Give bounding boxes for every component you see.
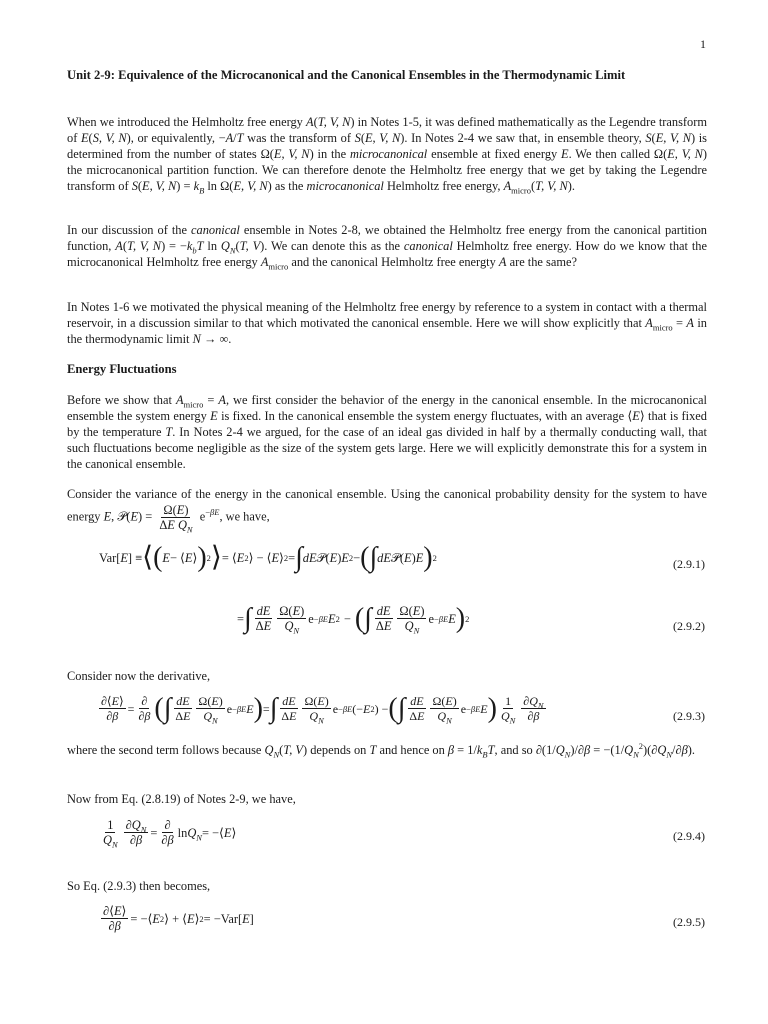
page-number: 1 bbox=[700, 37, 706, 51]
document-title: Unit 2-9: Equivalence of the Microcanonical and the Canonical Ensembles in the Thermodynamic Limit bbox=[67, 68, 626, 82]
equation-2-9-3: $\frac{\partial⟨E⟩}{\partial\beta}$ = $\frac{\partial}{\partial\beta}$ ( ∫ $\frac{dE}{\Delta E}$ $\frac{\Omega(E)}{Q_N}$ e −βE E ) = ∫ $\frac{dE}{\Delta E}$ $\frac{\Omega(E)}{Q_N}$ e −βE (− E 2 ) − ( ∫ $\frac{dE}{\Delta E}$ $\frac{\Omega(E)}{Q_N}$ e −βE E ) $\frac{1}{Q_N}$ $\frac{\partial Q_N}{\partial\beta}$ (2.9.3) bbox=[101, 692, 705, 726]
paragraph-so-eq: So Eq. (2.9.3) then becomes, bbox=[67, 879, 211, 893]
equation-number: (2.9.1) bbox=[673, 557, 705, 571]
paragraph-now-from: Now from Eq. (2.8.19) of Notes 2-9, we have, bbox=[67, 792, 296, 806]
equation-2-9-4: $\frac{1}{Q_N}$ $\frac{\partial Q_N}{\partial\beta}$ = $\frac{\partial}{\partial\beta}$ ln $Q_N$ = −⟨ E ⟩ (2.9.4) bbox=[103, 818, 705, 850]
paragraph-variance: Consider the variance of the energy in the canonical ensemble. Using the canonical probability density for the system to have energy E, 𝒫(E) = $\frac{\Omega(E)}{\Delta E Q_N}$ $e^{-\beta E}$, we have, bbox=[67, 487, 707, 535]
paragraph-fluctuations: Before we show that $A_{micro} = A$, we first consider the behavior of the energy in the canonical ensemble. In the microcanonical ensemble the system energy E is fixed. In the canonical ensemble the system energy fluctuates, with an average ⟨E⟩ that is fixed by the temperature T. In Notes 2-4 we argued, for the case of an ideal gas divided in half by a thermally conducting wall, that such fluctuations become negligible as the size of the system gets large. Here we will explicitly demonstrate this for a system in the canonical ensemble. bbox=[67, 393, 707, 471]
section-heading: Energy Fluctuations bbox=[67, 362, 177, 376]
paragraph-intro: When we introduced the Helmholtz free energy A(T, V, N) in Notes 1-5, it was defined mathematically as the Legendre transform of E(S, V, N), or equivalently, −A/T was the transform of S(E, V, N). In Notes 2-4 we saw that, in ensemble theory, S(E, V, N) is determined from the number of states Ω(E, V, N) in the microcanonical ensemble at fixed energy E. We then called Ω(E, V, N) the microcanonical partition function. We can therefore denote the Helmholtz free energy that we get by taking the Legendre transform of S(E, V, $N) = k_B$ ln Ω(E, V, N) as the microcanonical Helmholtz free energy, $A_{micro}(T$, V, N). bbox=[67, 115, 707, 196]
equation-2-9-2: = ∫ $\frac{dE}{\Delta E}$ $\frac{\Omega(E)}{Q_N}$ e −βE E 2 − ( ∫ $\frac{dE}{\Delta E}$ $\frac{\Omega(E)}{Q_N}$ e −βE E ) 2 (2.9.2) bbox=[237, 602, 705, 636]
paragraph-derivative: Consider now the derivative, bbox=[67, 669, 211, 683]
equation-number: (2.9.3) bbox=[673, 709, 705, 723]
equation-number: (2.9.4) bbox=[673, 829, 705, 843]
equation-2-9-5: $\frac{\partial⟨E⟩}{\partial\beta}$ = −⟨ E 2 ⟩ + ⟨ E ⟩ 2 = −Var[ E ] (2.9.5) bbox=[103, 904, 705, 933]
paragraph-second-term: where the second term follows because $Q_N(T$, V) depends on T and hence on $\beta = 1/k_BT$, and so $\partial(1/Q_N)/\partial\beta = -(1/Q_N^2)(\partial Q_N/\partial\beta)$. bbox=[67, 740, 696, 760]
paragraph-canonical: In our discussion of the canonical ensemble in Notes 2-8, we obtained the Helmholtz free energy from the canonical partition function, A(T, V, $N) = -k_bT$ $\ln Q_N(T$, V). We can denote this as the canonical Helmholtz free energy. How do we know that the microcanonical Helmholtz free energy $A_{micro}$ and the canonical Helmholtz free energty A are the same? bbox=[67, 223, 707, 272]
equation-number: (2.9.5) bbox=[673, 915, 705, 929]
equation-2-9-1: Var[ E ] ≡ ⟨ ( E − ⟨ E ⟩ ) 2 ⟩ = ⟨ E 2 ⟩ − ⟨ E ⟩ 2 = ∫ dE 𝒫( E ) E 2 − ( ∫ dE 𝒫( E ) E ) 2 (2.9.1) bbox=[99, 542, 705, 573]
paragraph-motivation: In Notes 1-6 we motivated the physical meaning of the Helmholtz free energy by reference to a system in contact with a thermal reservoir, in a discussion similar to that which motivated the canonical ensemble. Here we will show explicitly that $A_{micro} = A$ in the thermodynamic limit N → ∞. bbox=[67, 300, 707, 346]
equation-number: (2.9.2) bbox=[673, 619, 705, 633]
